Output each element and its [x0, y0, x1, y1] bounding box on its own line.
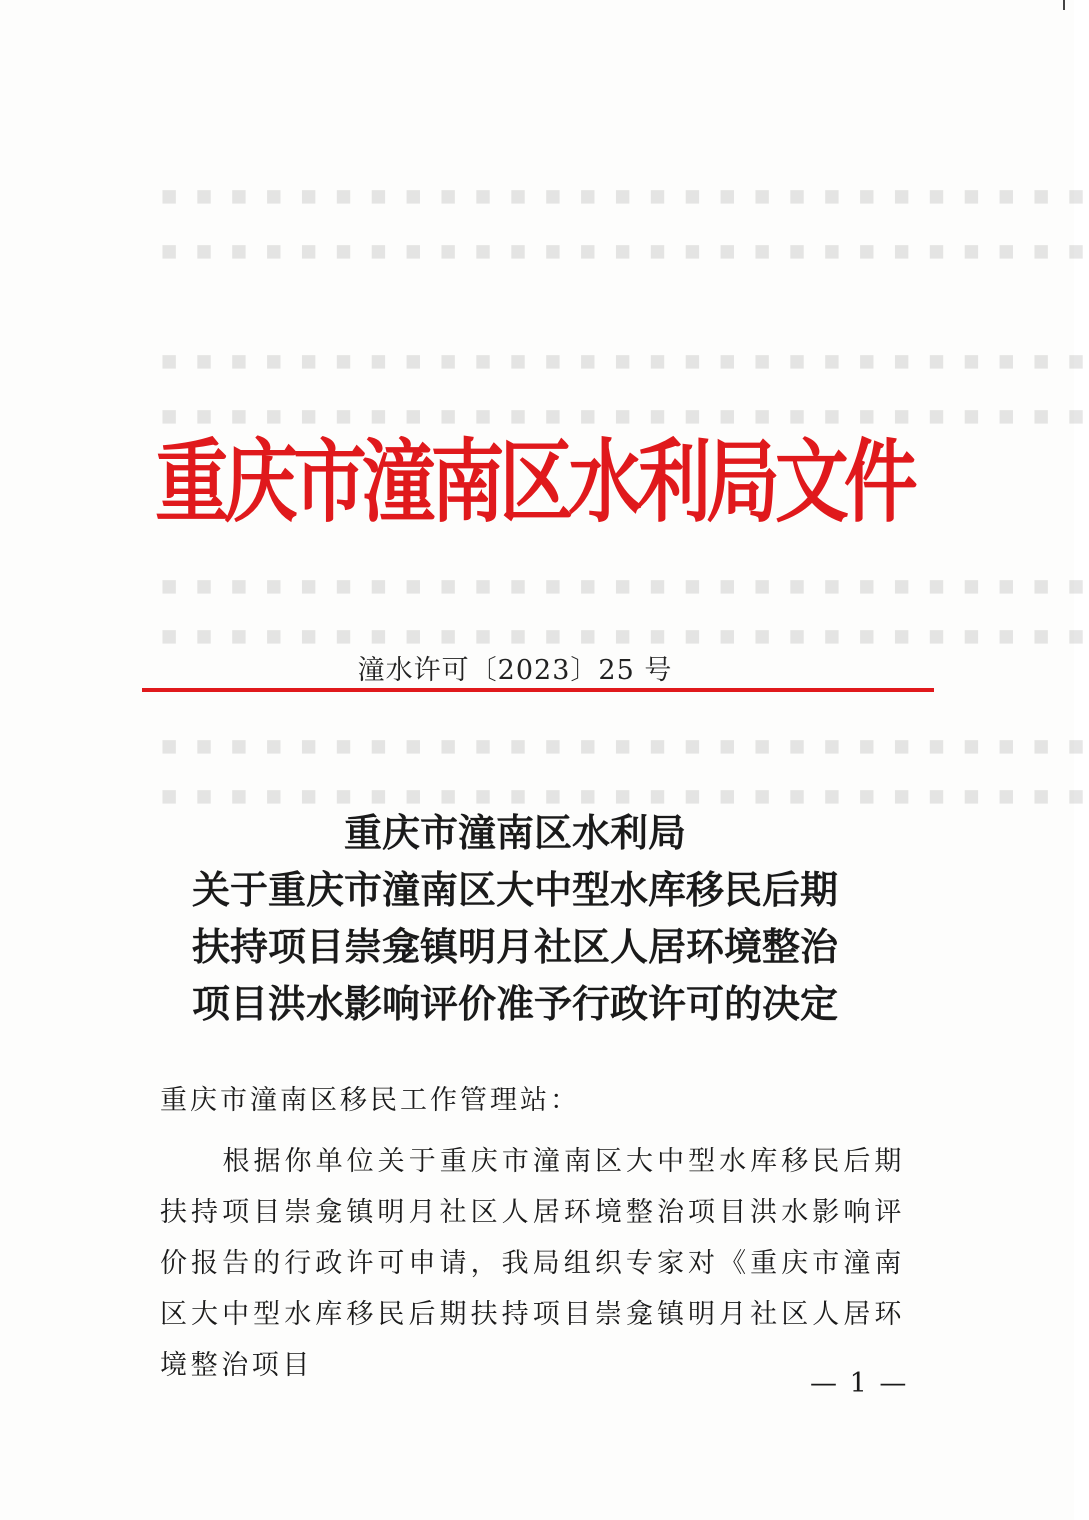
bleed-through-line: ▪ ▪ ▪ ▪ ▪ ▪ ▪ ▪ ▪ ▪ ▪ ▪ ▪ ▪ ▪ ▪ ▪ ▪ ▪ ▪ ▪ ▪ ▪ ▪ ▪ ▪ ▪ — [160, 345, 1089, 376]
title-line: 关于重庆市潼南区大中型水库移民后期 — [191, 867, 838, 912]
bleed-through-line: ▪ ▪ ▪ ▪ ▪ ▪ ▪ ▪ ▪ ▪ ▪ ▪ ▪ ▪ ▪ ▪ ▪ ▪ ▪ ▪ ▪ ▪ ▪ ▪ ▪ ▪ ▪ — [160, 180, 1089, 211]
title-line: 扶持项目崇龛镇明月社区人居环境整治 — [191, 924, 838, 969]
scan-edge-mark — [1063, 0, 1065, 10]
bleed-through-line: ▪ ▪ ▪ ▪ ▪ ▪ ▪ ▪ ▪ ▪ ▪ ▪ ▪ ▪ ▪ ▪ ▪ ▪ ▪ ▪ ▪ ▪ ▪ ▪ ▪ ▪ ▪ — [160, 620, 1089, 651]
bleed-through-line: ▪ ▪ ▪ ▪ ▪ ▪ ▪ ▪ ▪ ▪ ▪ ▪ ▪ ▪ ▪ ▪ ▪ ▪ ▪ ▪ ▪ ▪ ▪ ▪ ▪ ▪ ▪ — [160, 235, 1089, 266]
title-line: 重庆市潼南区水利局 — [343, 810, 686, 855]
title-line: 项目洪水影响评价准予行政许可的决定 — [191, 981, 838, 1026]
page-number: — 1 — — [810, 1368, 909, 1399]
bleed-through-line: ▪ ▪ ▪ ▪ ▪ ▪ ▪ ▪ ▪ ▪ ▪ ▪ ▪ ▪ ▪ ▪ ▪ ▪ ▪ ▪ ▪ ▪ ▪ ▪ ▪ ▪ ▪ — [160, 780, 1089, 811]
agency-banner: 重庆市潼南区水利局文件 — [155, 430, 913, 535]
document-number: 潼水许可〔2023〕25 号 — [357, 655, 673, 686]
body-paragraph-text: 根据你单位关于重庆市潼南区大中型水库移民后期扶持项目崇龛镇明月社区人居环境整治项目洪水影响评价报告的行政许可申请，我局组织专家对《重庆市潼南区大中型水库移民后期扶持项目崇龛镇明月社区人居环境整治项目 — [160, 1146, 905, 1381]
document-title — [0, 804, 1030, 1032]
red-separator-rule — [142, 688, 934, 692]
body-paragraph — [160, 1136, 905, 1391]
bleed-through-line: ▪ ▪ ▪ ▪ ▪ ▪ ▪ ▪ ▪ ▪ ▪ ▪ ▪ ▪ ▪ ▪ ▪ ▪ ▪ ▪ ▪ ▪ ▪ ▪ ▪ ▪ ▪ — [160, 730, 1089, 761]
addressee: 重庆市潼南区移民工作管理站： — [160, 1085, 580, 1116]
bleed-through-line: ▪ ▪ ▪ ▪ ▪ ▪ ▪ ▪ ▪ ▪ ▪ ▪ ▪ ▪ ▪ ▪ ▪ ▪ ▪ ▪ ▪ ▪ ▪ ▪ ▪ ▪ ▪ — [160, 570, 1089, 601]
bleed-through-line: ▪ ▪ ▪ ▪ ▪ ▪ ▪ ▪ ▪ ▪ ▪ ▪ ▪ ▪ ▪ ▪ ▪ ▪ ▪ ▪ ▪ ▪ ▪ ▪ ▪ ▪ ▪ — [160, 400, 1089, 431]
